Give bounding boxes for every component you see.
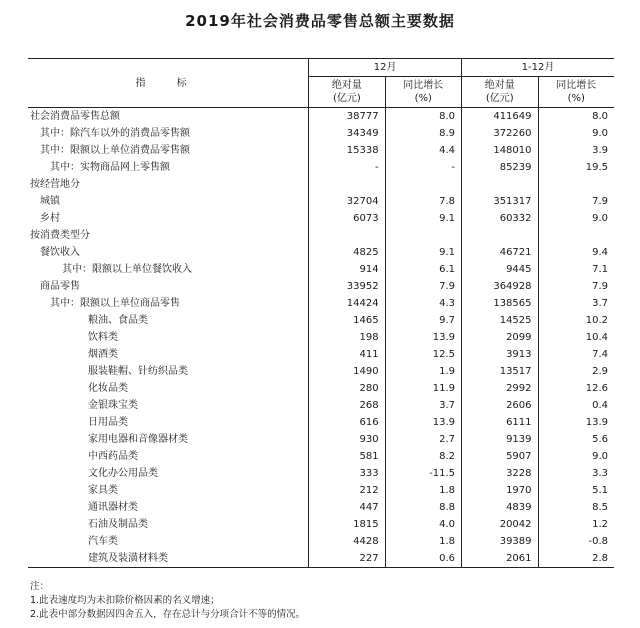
cell-year-yoy: 10.4 [585, 332, 608, 343]
cell-month-abs: 447 [309, 499, 385, 516]
header-year-abs [462, 77, 539, 108]
cell-month-yoy: 4.4 [385, 142, 461, 159]
cell-year-abs [462, 227, 539, 244]
row-indicator-name: 其中：限额以上单位餐饮收入 [28, 261, 309, 278]
cell-month-abs: 1465 [309, 312, 385, 329]
cell-month-yoy: 8.9 [385, 125, 461, 142]
header-indicator: 指 标 [28, 59, 309, 108]
cell-year-abs: 9139 [462, 431, 539, 448]
header-abs-label: 绝对量 [331, 80, 362, 91]
table-row [28, 142, 614, 159]
row-indicator-name: 其中：限额以上单位商品零售 [28, 295, 309, 312]
header-period-year: 1-12月 [462, 59, 614, 77]
cell-month-yoy: 11.9 [385, 380, 461, 397]
cell-month-yoy: 4.3 [385, 295, 461, 312]
row-indicator-name: 建筑及装潢材料类 [28, 550, 309, 568]
cell-year-abs: 5907 [462, 448, 539, 465]
cell-month-yoy: 7.8 [385, 193, 461, 210]
table-row [28, 380, 614, 397]
cell-year-abs: 14525 [462, 312, 539, 329]
row-indicator-name: 化妆品类 [28, 380, 309, 397]
cell-month-yoy [385, 227, 461, 244]
cell-year-yoy: 2.9 [592, 366, 608, 377]
cell-year-yoy: 8.5 [592, 502, 608, 513]
table-row [28, 159, 614, 176]
cell-month-yoy: 1.9 [385, 363, 461, 380]
cell-year-abs: 2061 [462, 550, 539, 568]
cell-month-abs: 15338 [309, 142, 385, 159]
table-row [28, 125, 614, 142]
cell-year-abs: 148010 [462, 142, 539, 159]
retail-sales-table [28, 58, 614, 568]
row-indicator-name: 汽车类 [28, 533, 309, 550]
cell-year-yoy: 3.7 [592, 298, 608, 309]
cell-year-abs: 138565 [462, 295, 539, 312]
cell-year-abs: 85239 [462, 159, 539, 176]
table-row [28, 448, 614, 465]
cell-year-abs [462, 176, 539, 193]
footnotes [30, 580, 305, 622]
header-period-month: 12月 [309, 59, 462, 77]
header-yoy-label: 同比增长 [556, 80, 597, 91]
table-row [28, 516, 614, 533]
cell-month-abs: 1490 [309, 363, 385, 380]
row-indicator-name: 通讯器材类 [28, 499, 309, 516]
cell-month-abs: 1815 [309, 516, 385, 533]
table-row [28, 414, 614, 431]
table-body [28, 108, 614, 568]
table-row [28, 295, 614, 312]
cell-month-abs: 38777 [309, 108, 385, 126]
cell-year-yoy: 10.2 [585, 315, 608, 326]
cell-month-abs: 227 [309, 550, 385, 568]
row-indicator-name: 餐饮收入 [28, 244, 309, 261]
cell-year-yoy: -0.8 [588, 536, 608, 547]
cell-month-yoy: 8.8 [385, 499, 461, 516]
header-abs-unit: (亿元) [485, 93, 514, 104]
cell-month-abs: 581 [309, 448, 385, 465]
document-title: 2019年社会消费品零售总额主要数据 [185, 12, 455, 30]
cell-year-yoy [538, 227, 614, 244]
cell-year-yoy: 3.3 [592, 468, 608, 479]
footnote-1: 1.此表速度均为未扣除价格因素的名义增速； [30, 595, 220, 606]
table-row [28, 465, 614, 482]
cell-year-yoy: 0.4 [592, 400, 608, 411]
cell-year-yoy: 13.9 [585, 417, 608, 428]
cell-month-yoy: 1.8 [385, 533, 461, 550]
cell-year-abs: 39389 [462, 533, 539, 550]
row-indicator-name: 其中：除汽车以外的消费品零售额 [28, 125, 309, 142]
header-month-abs [309, 77, 385, 108]
table-row [28, 363, 614, 380]
cell-month-yoy: 12.5 [385, 346, 461, 363]
cell-year-abs: 2606 [462, 397, 539, 414]
row-indicator-name: 城镇 [28, 193, 309, 210]
header-yoy-unit: (%) [567, 93, 585, 104]
header-yoy-unit: (%) [414, 93, 432, 104]
row-indicator-name: 其中：实物商品网上零售额 [28, 159, 309, 176]
table-row [28, 227, 614, 244]
table-row [28, 176, 614, 193]
cell-year-yoy: 9.4 [592, 247, 608, 258]
cell-year-yoy: 9.0 [592, 451, 608, 462]
cell-year-yoy: 3.9 [592, 145, 608, 156]
table-row [28, 499, 614, 516]
cell-year-abs: 9445 [462, 261, 539, 278]
table-row [28, 193, 614, 210]
cell-month-yoy: 2.7 [385, 431, 461, 448]
cell-year-yoy: 2.8 [538, 550, 614, 568]
cell-month-abs [309, 227, 385, 244]
row-indicator-name: 粮油、食品类 [28, 312, 309, 329]
cell-month-yoy: -11.5 [385, 465, 461, 482]
cell-year-yoy: 19.5 [585, 162, 608, 173]
cell-month-yoy: 8.2 [385, 448, 461, 465]
row-indicator-name: 乡村 [28, 210, 309, 227]
row-indicator-name: 社会消费品零售总额 [28, 108, 309, 126]
cell-month-abs: 914 [309, 261, 385, 278]
footnote-label: 注： [30, 581, 50, 592]
row-indicator-name: 石油及制品类 [28, 516, 309, 533]
cell-month-abs: 198 [309, 329, 385, 346]
cell-year-abs: 3913 [462, 346, 539, 363]
header-abs-unit: (亿元) [332, 93, 361, 104]
cell-month-abs: 268 [309, 397, 385, 414]
table-row [28, 261, 614, 278]
cell-month-yoy: 9.1 [385, 244, 461, 261]
cell-month-yoy: 13.9 [385, 329, 461, 346]
cell-month-yoy: 8.0 [385, 108, 461, 126]
cell-month-yoy [385, 176, 461, 193]
table-row [28, 278, 614, 295]
table-row [28, 329, 614, 346]
cell-year-abs: 351317 [462, 193, 539, 210]
row-indicator-name: 商品零售 [28, 278, 309, 295]
cell-month-yoy: 9.1 [385, 210, 461, 227]
cell-year-abs: 2099 [462, 329, 539, 346]
footnote-2: 2.此表中部分数据因四舍五入，存在总计与分项合计不等的情况。 [30, 609, 306, 620]
cell-year-yoy: 8.0 [592, 111, 608, 122]
table-row [28, 108, 614, 126]
table-row [28, 346, 614, 363]
table-row [28, 482, 614, 499]
cell-year-yoy: 5.6 [592, 434, 608, 445]
cell-month-abs: 4428 [309, 533, 385, 550]
cell-year-abs: 3228 [462, 465, 539, 482]
cell-month-abs: 616 [309, 414, 385, 431]
table-row [28, 397, 614, 414]
cell-month-abs: 930 [309, 431, 385, 448]
cell-year-yoy: 12.6 [585, 383, 608, 394]
cell-year-abs: 2992 [462, 380, 539, 397]
cell-month-abs: 280 [309, 380, 385, 397]
header-abs-label: 绝对量 [484, 80, 515, 91]
cell-year-abs: 13517 [462, 363, 539, 380]
row-indicator-name: 文化办公用品类 [28, 465, 309, 482]
table-row [28, 210, 614, 227]
table-row [28, 550, 614, 568]
table-row [28, 244, 614, 261]
row-indicator-name: 服装鞋帽、针纺织品类 [28, 363, 309, 380]
cell-month-yoy: 4.0 [385, 516, 461, 533]
cell-year-yoy: 9.0 [592, 213, 608, 224]
row-indicator-name: 按经营地分 [28, 176, 309, 193]
cell-year-yoy: 7.1 [592, 264, 608, 275]
cell-year-yoy: 7.9 [592, 281, 608, 292]
cell-year-abs: 6111 [462, 414, 539, 431]
cell-month-abs: 6073 [309, 210, 385, 227]
row-indicator-name: 烟酒类 [28, 346, 309, 363]
cell-year-yoy: 7.9 [592, 196, 608, 207]
cell-year-abs: 364928 [462, 278, 539, 295]
row-indicator-name: 日用品类 [28, 414, 309, 431]
row-indicator-name: 中西药品类 [28, 448, 309, 465]
cell-month-abs: - [309, 159, 385, 176]
cell-year-yoy: 9.0 [592, 128, 608, 139]
cell-month-yoy: 13.9 [385, 414, 461, 431]
cell-month-abs: 34349 [309, 125, 385, 142]
header-row-top [28, 59, 614, 77]
cell-year-yoy [538, 176, 614, 193]
header-yoy-label: 同比增长 [403, 80, 444, 91]
cell-year-abs: 46721 [462, 244, 539, 261]
cell-year-yoy: 5.1 [592, 485, 608, 496]
row-indicator-name: 家用电器和音像器材类 [28, 431, 309, 448]
cell-month-abs: 212 [309, 482, 385, 499]
header-month-yoy [385, 77, 461, 108]
cell-year-abs: 372260 [462, 125, 539, 142]
cell-month-abs: 4825 [309, 244, 385, 261]
row-indicator-name: 金银珠宝类 [28, 397, 309, 414]
cell-year-abs: 1970 [462, 482, 539, 499]
row-indicator-name: 按消费类型分 [28, 227, 309, 244]
cell-month-yoy: 3.7 [385, 397, 461, 414]
table-row [28, 533, 614, 550]
cell-year-yoy: 1.2 [592, 519, 608, 530]
table-row [28, 431, 614, 448]
row-indicator-name: 其中：限额以上单位消费品零售额 [28, 142, 309, 159]
cell-year-abs: 60332 [462, 210, 539, 227]
cell-month-abs: 32704 [309, 193, 385, 210]
cell-year-abs: 411649 [462, 108, 539, 126]
cell-month-yoy: - [385, 159, 461, 176]
cell-month-abs: 333 [309, 465, 385, 482]
cell-year-abs: 4839 [462, 499, 539, 516]
cell-month-abs [309, 176, 385, 193]
cell-month-yoy: 1.8 [385, 482, 461, 499]
cell-year-abs: 20042 [462, 516, 539, 533]
table-row [28, 312, 614, 329]
cell-month-yoy: 9.7 [385, 312, 461, 329]
cell-month-yoy: 0.6 [385, 550, 461, 568]
header-year-yoy [538, 77, 614, 108]
cell-month-yoy: 7.9 [385, 278, 461, 295]
row-indicator-name: 饮料类 [28, 329, 309, 346]
row-indicator-name: 家具类 [28, 482, 309, 499]
cell-month-yoy: 6.1 [385, 261, 461, 278]
cell-year-yoy: 7.4 [592, 349, 608, 360]
cell-month-abs: 33952 [309, 278, 385, 295]
cell-month-abs: 411 [309, 346, 385, 363]
cell-month-abs: 14424 [309, 295, 385, 312]
